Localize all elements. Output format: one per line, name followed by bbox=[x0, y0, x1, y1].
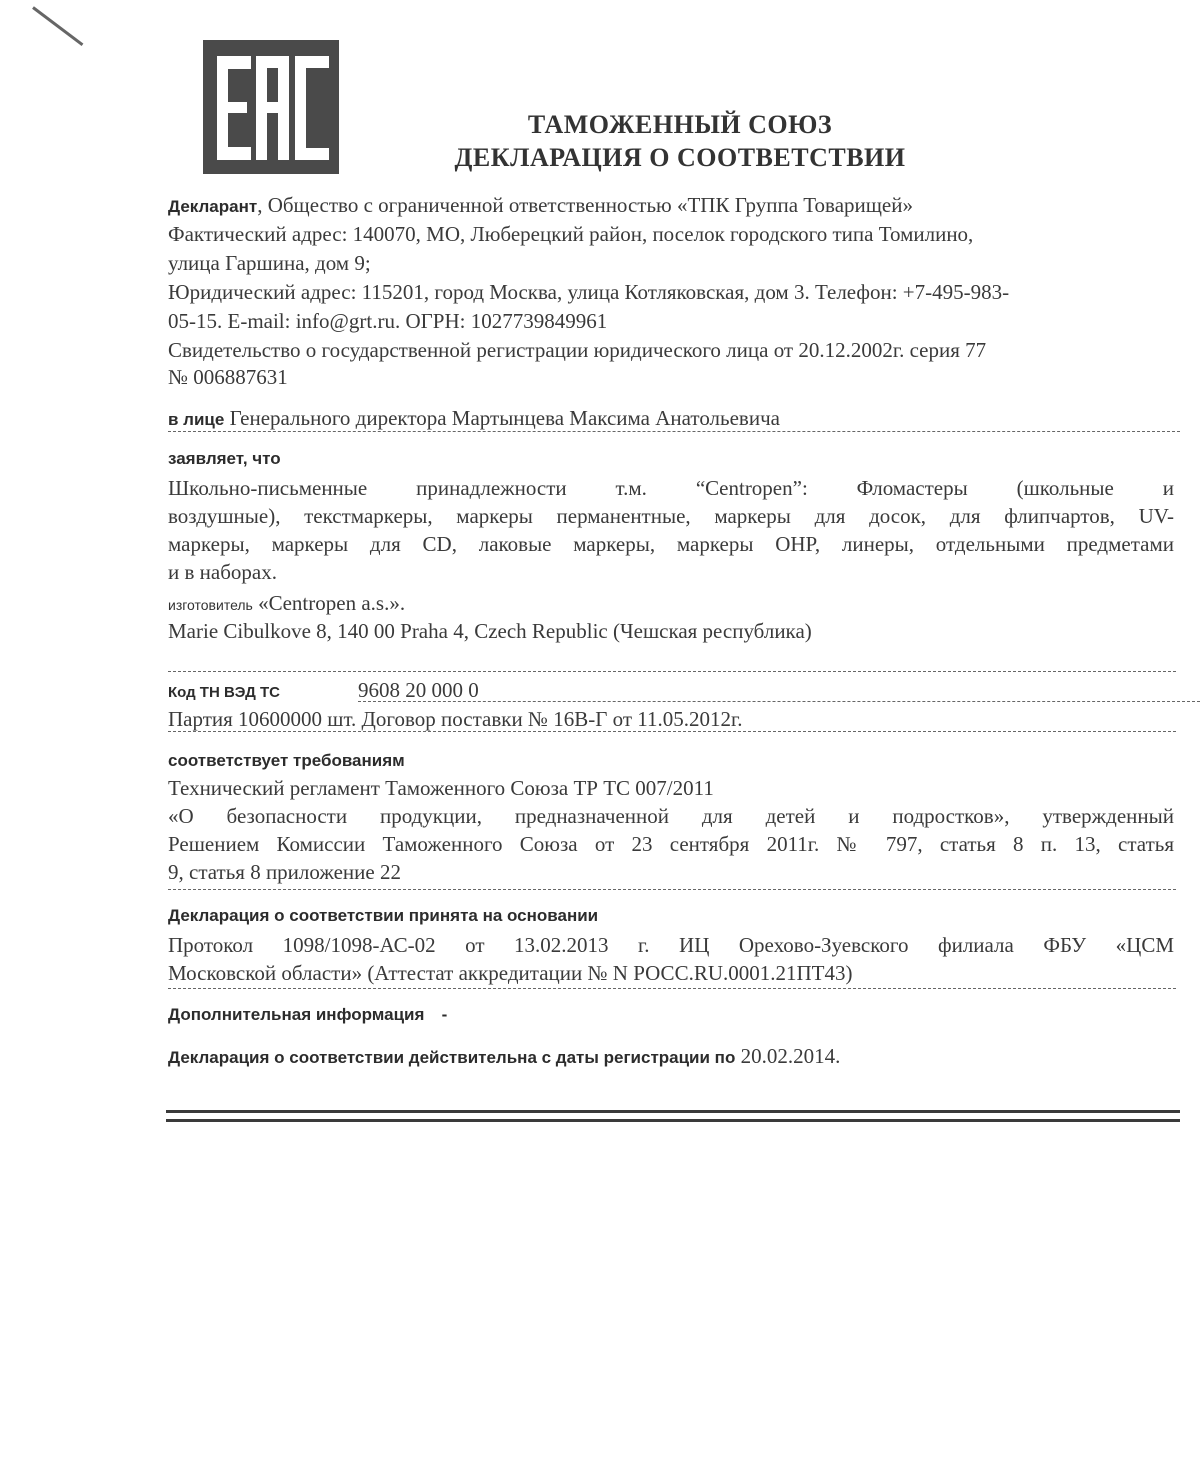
manufacturer-line bbox=[168, 590, 405, 618]
batch-contract-line: Партия 10600000 шт. Договор поставки № 16В-Г от 11.05.2012г. bbox=[168, 707, 743, 731]
customs-code-value: 9608 20 000 0 bbox=[358, 678, 479, 702]
divider bbox=[168, 731, 1176, 732]
legal-address-line-2: 05-15. E-mail: info@grt.ru. ОГРН: 1027739849961 bbox=[168, 309, 608, 333]
basis-label: Декларация о соответствии принята на основании bbox=[168, 906, 599, 925]
represented-by-value: Генерального директора Мартынцева Максима Анатольевича bbox=[224, 406, 780, 430]
double-rule-bottom bbox=[166, 1119, 1180, 1122]
actual-address-line-1: Фактический адрес: 140070, МО, Люберецкий район, поселок городского типа Томилино, bbox=[168, 222, 974, 246]
manufacturer-label: изготовитель bbox=[168, 597, 253, 613]
divider bbox=[168, 431, 1180, 432]
product-line: маркеры, маркеры для CD, лаковые маркеры, маркеры OHP, линеры, отдельными предметами bbox=[168, 532, 1174, 556]
manufacturer-name: «Centropen a.s.». bbox=[252, 591, 406, 615]
registration-certificate-line-2: № 006887631 bbox=[168, 365, 288, 389]
declares-label: заявляет, что bbox=[168, 449, 281, 468]
basis-description bbox=[168, 931, 1174, 987]
registration-certificate-line-1: Свидетельство о государственной регистрации юридического лица от 20.12.2002г. серия 77 bbox=[168, 338, 987, 362]
scan-mark bbox=[32, 6, 83, 46]
requirement-line: «О безопасности продукции, предназначенной для детей и подростков», утвержденный bbox=[168, 804, 1174, 828]
product-line: воздушные), текстмаркеры, маркеры перманентные, маркеры для досок, для флипчартов, UV- bbox=[168, 504, 1174, 528]
validity-label: Декларация о соответствии действительна с даты регистрации по bbox=[168, 1048, 736, 1067]
basis-line: Протокол 1098/1098-АС-02 от 13.02.2013 г. ИЦ Орехово-Зуевского филиала ФБУ «ЦСМ bbox=[168, 933, 1174, 957]
conforms-label: соответствует требованиям bbox=[168, 751, 405, 770]
validity-line bbox=[168, 1043, 840, 1071]
divider bbox=[168, 671, 1176, 672]
divider bbox=[168, 889, 1176, 890]
divider bbox=[358, 701, 1200, 702]
additional-info-label: Дополнительная информация bbox=[168, 1005, 425, 1024]
actual-address-line-2: улица Гаршина, дом 9; bbox=[168, 251, 371, 275]
header-union-title: ТАМОЖЕННЫЙ СОЮЗ bbox=[527, 110, 833, 139]
product-description bbox=[168, 474, 1174, 586]
header-declaration-title: ДЕКЛАРАЦИЯ О СООТВЕТСТВИИ bbox=[454, 143, 906, 172]
basis-line: Московской области» (Аттестат аккредитации № N РОСС.RU.0001.21ПТ43) bbox=[168, 961, 853, 985]
represented-by-line bbox=[168, 405, 780, 433]
legal-address-line-1: Юридический адрес: 115201, город Москва, улица Котляковская, дом 3. Телефон: +7-495-983- bbox=[168, 280, 1010, 304]
additional-info-value: - bbox=[441, 1005, 448, 1024]
customs-code-line bbox=[168, 677, 280, 706]
product-line: и в наборах. bbox=[168, 560, 277, 584]
customs-code-label: Код ТН ВЭД ТС bbox=[168, 684, 280, 701]
additional-info-line bbox=[168, 1000, 447, 1028]
eac-mark-icon bbox=[203, 40, 339, 174]
double-rule-top bbox=[166, 1110, 1180, 1113]
declarant-label: Декларант bbox=[168, 197, 258, 216]
divider bbox=[168, 988, 1176, 989]
declarant-line bbox=[168, 192, 913, 220]
declarant-name: , Общество с ограниченной ответственностью «ТПК Группа Товарищей» bbox=[257, 193, 913, 217]
manufacturer-address: Marie Cibulkove 8, 140 00 Praha 4, Czech Republic (Чешская республика) bbox=[168, 619, 812, 643]
requirements-description bbox=[168, 774, 1174, 886]
requirement-line: Технический регламент Таможенного Союза ТР ТС 007/2011 bbox=[168, 776, 714, 800]
requirement-line: 9, статья 8 приложение 22 bbox=[168, 860, 401, 884]
requirement-line: Решением Комиссии Таможенного Союза от 23 сентября 2011г. № 797, статья 8 п. 13, статья bbox=[168, 832, 1174, 856]
represented-by-label: в лице bbox=[168, 410, 225, 429]
validity-date: 20.02.2014. bbox=[735, 1044, 841, 1068]
product-line: Школьно-письменные принадлежности т.м. “Centropen”: Фломастеры (школьные и bbox=[168, 476, 1174, 500]
